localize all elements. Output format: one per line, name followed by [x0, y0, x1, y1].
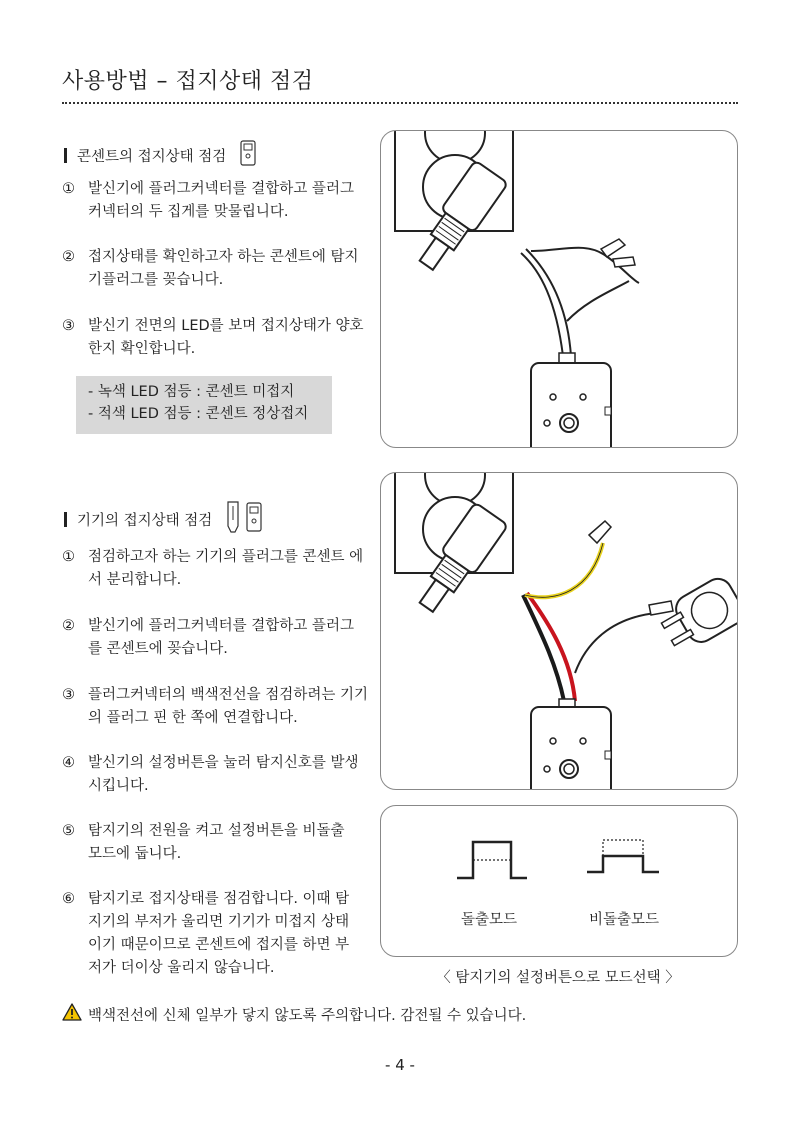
- section2-step-1: ① 점검하고자 하는 기기의 플러그를 콘센트 에서 분리합니다.: [62, 549, 364, 588]
- page-title: 사용방법 – 접지상태 점검: [62, 69, 314, 94]
- device-ground-illustration: [380, 472, 738, 790]
- section1-heading-text: 콘센트의 접지상태 점검: [77, 148, 227, 165]
- section1-step-2: ② 접지상태를 확인하고자 하는 콘센트에 탐지기플러그를 꽂습니다.: [62, 249, 359, 288]
- warning-line: [62, 1003, 526, 1025]
- section2-step-6: ⑥ 탐지기로 접지상태를 점검합니다. 이때 탐지기의 부저가 울리면 기기가 미접지 상태이기 때문이므로 콘센트에 접지를 하면 부저가 더이상 울리지 않습니다.: [62, 891, 350, 976]
- detector-icon: [246, 502, 262, 536]
- warning-text: 백색전선에 신체 일부가 닿지 않도록 주의합니다. 감전될 수 있습니다.: [88, 1007, 527, 1024]
- led-note-box: [76, 376, 332, 434]
- section1-heading: [64, 140, 256, 170]
- heading-bar: [64, 512, 67, 527]
- outlet-ground-illustration: [380, 130, 738, 448]
- section1-step-3: ③ 발신기 전면의 LED를 보며 접지상태가 양호한지 확인합니다.: [62, 318, 364, 357]
- mode-waveforms: [381, 826, 738, 916]
- section1-step-1: ① 발신기에 플러그커넥터를 결합하고 플러그 커넥터의 두 집게를 맞물립니다.: [62, 181, 354, 220]
- led-note-green: - 녹색 LED 점등 : 콘센트 미접지: [88, 384, 295, 400]
- section2-heading: [64, 500, 262, 538]
- warning-icon: [62, 1003, 82, 1025]
- heading-bar: [64, 148, 67, 163]
- section2-step-4: ④ 발신기의 설정버튼을 눌러 탐지신호를 발생시킵니다.: [62, 755, 359, 794]
- page-number: - 4 -: [385, 1056, 415, 1074]
- non-protrude-mode-label: 비돌출모드: [589, 912, 660, 928]
- led-note-red: - 적색 LED 점등 : 콘센트 정상접지: [88, 406, 309, 422]
- detector-icon: [240, 140, 256, 170]
- protrude-mode-label: 돌출모드: [461, 912, 518, 928]
- mode-select-panel: [380, 805, 738, 957]
- section2-step-3: ③ 플러그커넥터의 백색전선을 점검하려는 기기의 플러그 핀 한 쪽에 연결합니다.: [62, 687, 368, 726]
- probe-icon: [226, 500, 240, 538]
- mode-caption: 〈 탐지기의 설정버튼으로 모드선택 〉: [436, 970, 680, 986]
- section2-step-2: ② 발신기에 플러그커넥터를 결합하고 플러그 를 콘센트에 꽂습니다.: [62, 618, 354, 657]
- title-divider: [62, 102, 738, 104]
- section2-step-5: ⑤ 탐지기의 전원을 켜고 설정버튼을 비돌출 모드에 둡니다.: [62, 823, 345, 862]
- section2-heading-text: 기기의 접지상태 점검: [77, 512, 213, 529]
